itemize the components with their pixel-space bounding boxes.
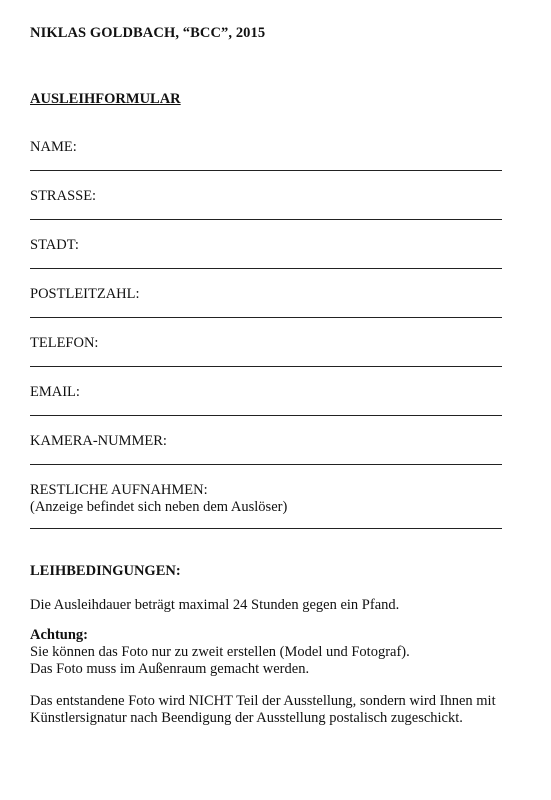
phone-field-label: TELEFON: (30, 335, 99, 351)
city-field-line (30, 268, 502, 269)
remaining-shots-hint: (Anzeige befindet sich neben dem Auslöser) (30, 499, 288, 515)
photo-note-line-1: Das entstandene Foto wird NICHT Teil der Ausstellung, sondern wird Ihnen mit (30, 693, 496, 709)
email-field-label: EMAIL: (30, 384, 80, 400)
attention-label: Achtung: (30, 627, 89, 643)
postal-code-field-label: POSTLEITZAHL: (30, 286, 140, 302)
camera-number-field-label: KAMERA-NUMMER: (30, 433, 167, 449)
name-field-label: NAME: (30, 139, 77, 155)
street-field-label: STRASSE: (30, 188, 97, 204)
email-field-line (30, 415, 502, 416)
camera-number-field-line (30, 464, 502, 465)
remaining-shots-field-line (30, 528, 502, 529)
attention-text-line-2: Das Foto muss im Außenraum gemacht werden. (30, 661, 310, 677)
remaining-shots-field-label: RESTLICHE AUFNAHMEN: (30, 482, 208, 498)
name-field-line (30, 170, 502, 171)
phone-field-line (30, 366, 502, 367)
city-field-label: STADT: (30, 237, 79, 253)
attention-text-line-1: Sie können das Foto nur zu zweit erstellen (Model und Fotograf). (30, 644, 410, 660)
form-title: AUSLEIHFORMULAR (30, 91, 181, 107)
conditions-heading: LEIHBEDINGUNGEN: (30, 563, 181, 579)
street-field-line (30, 219, 502, 220)
document-header: NIKLAS GOLDBACH, “BCC”, 2015 (30, 25, 266, 41)
loan-duration-text: Die Ausleihdauer beträgt maximal 24 Stunden gegen ein Pfand. (30, 597, 400, 613)
postal-code-field-line (30, 317, 502, 318)
photo-note-line-2: Künstlersignatur nach Beendigung der Ausstellung postalisch zugeschickt. (30, 710, 463, 726)
